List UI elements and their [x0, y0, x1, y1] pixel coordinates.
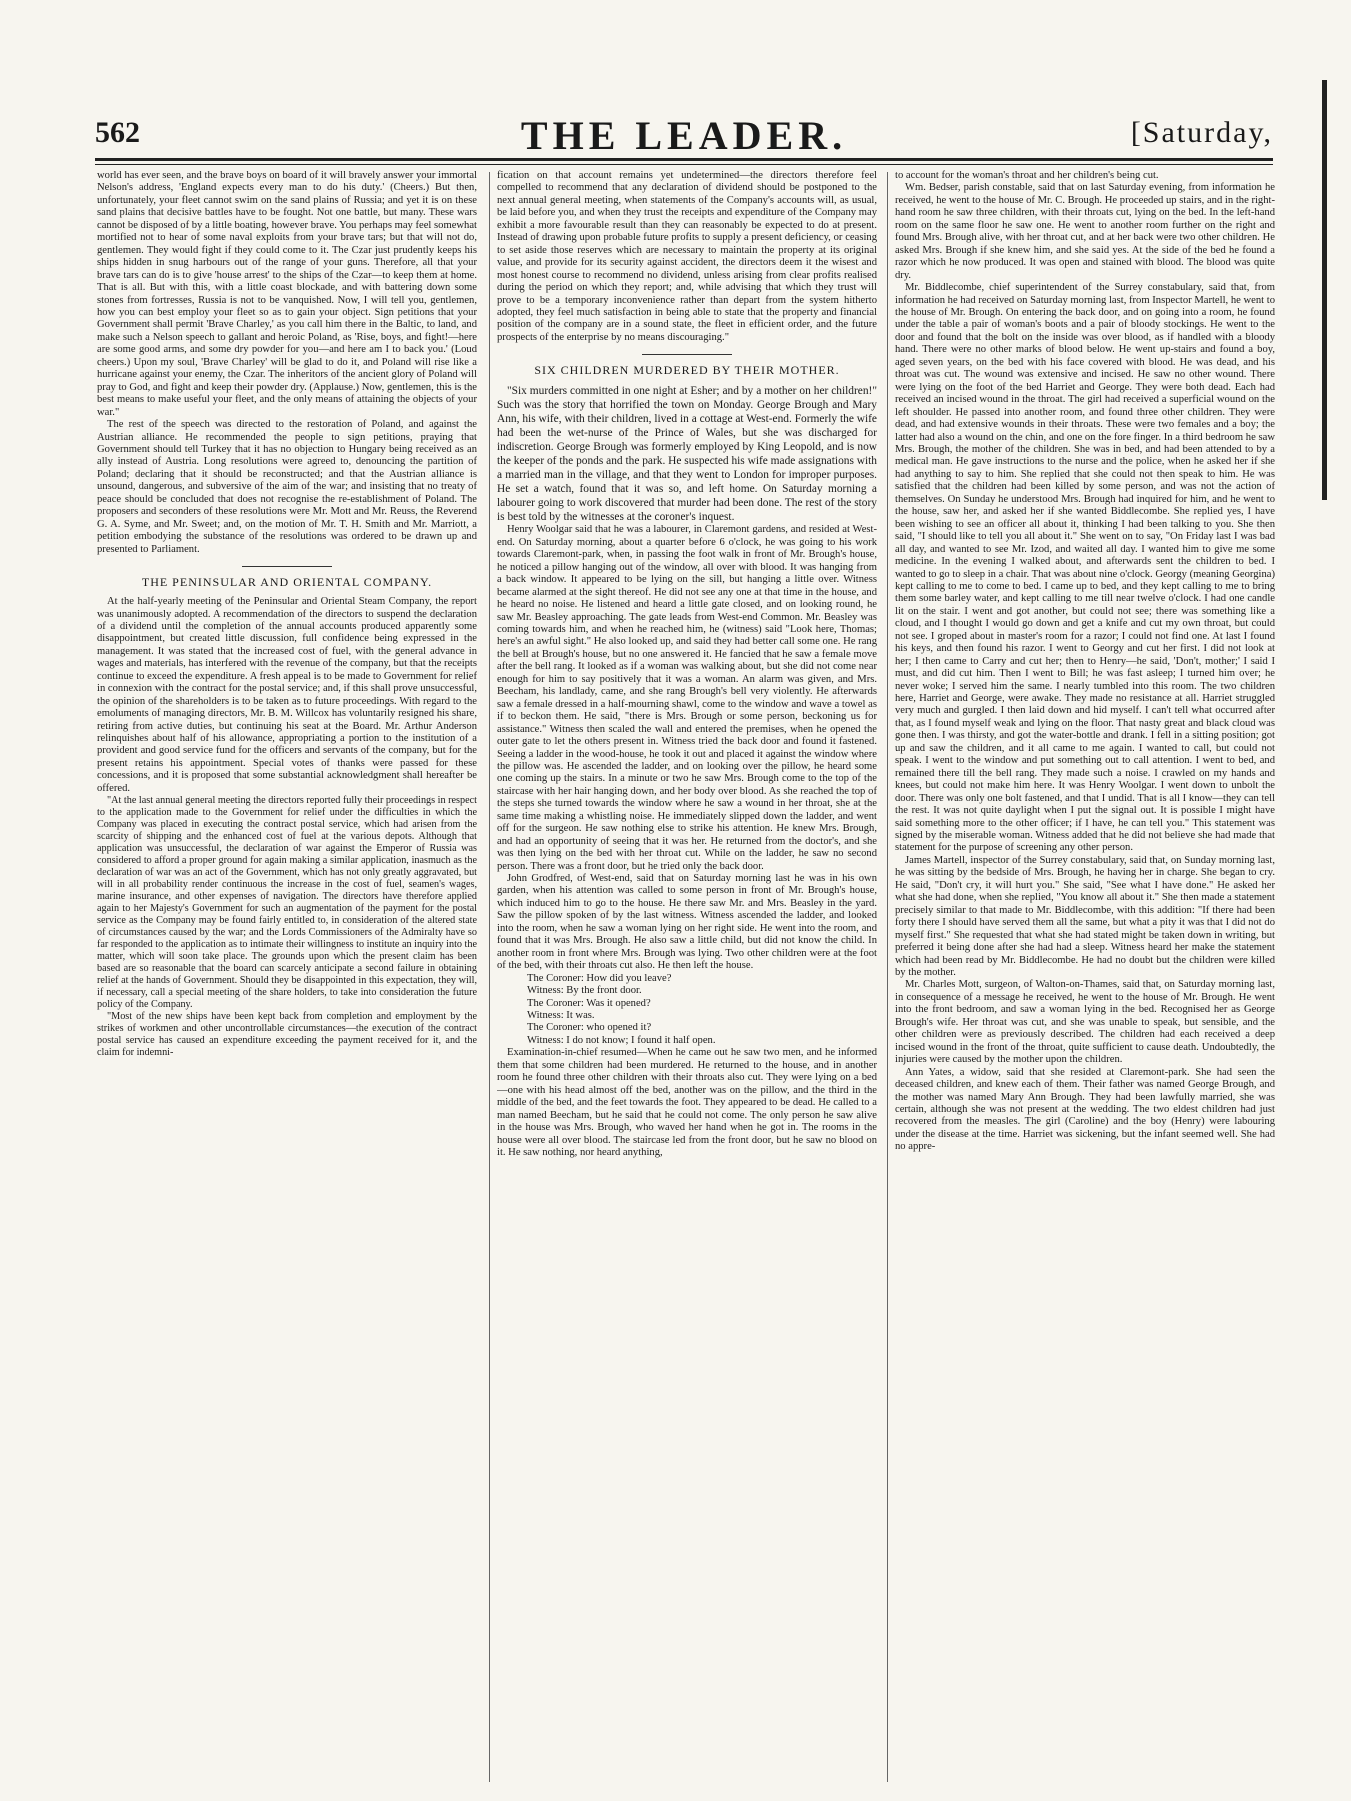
section-divider [242, 566, 332, 567]
qa-line: The Coroner: How did you leave? [527, 972, 672, 984]
header-rule-thick [95, 158, 1273, 161]
paragraph: Ann Yates, a widow, said that she resided at Claremont-park. She had seen the deceased children, and knew each of them. Their father was named George Brough, and the mother was named Mary Ann Brough. They had been lawfully married, she was certain, although she was not present at the wedding. The two eldest children had just recovered from the measles. The girl (Caroline) and the boy (Henry) were labouring under the disease at the time. Harriet was sickening, but the infant seemed well. She had no appre- [895, 1066, 1275, 1153]
paragraph: to account for the woman's throat and her children's being cut. [895, 170, 1159, 181]
paragraph: Examination-in-chief resumed—When he came out he saw two men, and he informed them that some children had been murdered. He returned to the house, and in another room he found three other children with their throats also cut. They were lying on a bed—one with his head almost off the bed, another was on the pillow, and the third in the middle of the bed, and the feet towards the foot. They appeared to be dead. He called to a man named Beecham, but he said that he could not come. The only person he saw alive in the house was Mrs. Brough, who waved her hand when he got in. The rooms in the house were all over blood. The staircase led from the front door, but he saw no blood on it. He saw nothing, nor heard anything, [497, 1047, 877, 1158]
column-rule [887, 172, 888, 1782]
section-divider [642, 354, 732, 355]
qa-line: Witness: By the front door. [527, 985, 642, 997]
paragraph: The rest of the speech was directed to the restoration of Poland, and against the Austrian alliance. He recommended the people to sign petitions, praying that Government should tell Turkey that it has no objection to Hungary being received as an ally instead of Austria. Long resolutions were agreed to, denouncing the partition of Poland; declaring that it should be reconstructed; and that the Austrian alliance is unsound, dangerous, and subversive of the aim of the war; and insisting that no treaty of peace should be concluded that does not recognise the re-establishment of Poland. The proposers and seconders of these resolutions were Mr. Mott and Mr. Reuss, the Reverend G. A. Syme, and Mr. Sweet; and, on the motion of Mr. T. H. Smith and Mr. Marriott, a petition embodying the substance of the resolutions was ordered to be drawn up and presented to Parliament. [97, 419, 477, 555]
page-number: 562 [95, 116, 140, 149]
paragraph: Mr. Biddlecombe, chief superintendent of the Surrey constabulary, said that, from information he had received on Saturday morning last, from Inspector Martell, he went to the house of Mr. Brough. On entering the back door, and on going into a room, he found under the table a pair of woman's boots and a pair of bloody stockings. He went to the door and found that the bolt on the inside was over blood, as if handled with a bloody hand. There were no other marks of blood below. He went up-stairs and found a boy, aged seven years, on the bed with his face covered with blood. He was dead, and his throat was cut. The wound was extensive and incised. He saw no other wound. There were lying on the foot of the bed Harriet and George. They were both dead. Each had received an incised wound in the throat. The girl had received a superficial wound on the left shoulder. He passed into another room, and found three other children. They were dead, and had extensive wounds in their throats. These were two females and a boy; the latter had also a wound on the chin, and one on the fore finger. In a third bedroom he saw Mrs. Brough, the mother of the children. She was in bed, and had been attended to by a medical man. He gave instructions to the nurse and the police, when he asked her if she had anything to say to him. She replied that she could not then speak to him. He was satisfied that the children had been killed by some person, and was not the action of themselves. On Sunday he understood Mrs. Brough had inquired for him, and he went to the house, saw her, and asked her if she wanted Biddlecombe. She replied yes, I have been wishing to see an officer all about it, thinking I had been talking to you. She then said, "I should like to tell you all about it." She went on to say, "On Friday last I was bad all day, and wanted to see Mr. Izod, and waited all day. I wanted him to give me some medicine. In the evening I walked about, and afterwards sent the children to bed. I wanted to go to sleep in a chair. That was about nine o'clock. Georgy (meaning Georgina) kept calling to me to come to bed. I came up to bed, and they kept calling to me to bring them some barley water, and kept calling to me till near twelve o'clock. I had one candle lit on the stair. I went and got another, but could not see; there was something like a cloud, and I thought I would go down and get a knife and cut my own throat, but could not see. I groped about in master's room for a razor; I could not find one. At last I found his keys, and then found his razor. I went to Georgy and cut her first. I did not look at her; I then came to Carry and cut her; then to Henry—he said, 'Don't, mother;' I said I must, and did cut him. Then I went to Bill; he was fast asleep; I turned him over; he never woke; I served him the same. I nearly tumbled into this room. The two children here, Harriet and George, were awake. They made no resistance at all. Harriet struggled very much and gurgled. I then laid down and hid myself. I can't tell what occurred after that, as I found myself weak and lying on the floor. That nasty great and black cloud was gone then. I was thirsty, and got the water-bottle and drank. I fell in a sitting position; got up and saw the children, and it all came to me again. I wanted to call, but could not speak. I went to the window and put something out to call attention. I went to bed, and remained there till the bell rang. They made such a noise. I crawled on my hands and knees, but could not make him here. It was Henry Woolgar. I went down to unbolt the door. There was only one bolt fastened, and that I undid. That is all I know—they can tell the rest. It was not quite daylight when I put the signal out. It is possible I might have said something more to the other officer; if I have, he can tell you." This statement was signed by the miserable woman. Witness added that he did not believe she had made that statement for the purpose of screening any other person. [895, 282, 1275, 854]
article-heading: SIX CHILDREN MURDERED BY THEIR MOTHER. [534, 363, 840, 378]
paragraph: James Martell, inspector of the Surrey constabulary, said that, on Sunday morning last, he was sitting by the bedside of Mrs. Brough, he having her in charge. She began to cry. He said, "Don't cry, it will hurt you." She said, "See what I have done." He asked her what she had done, when she replied, "You know all about it." She then made a statement precisely similar to that made to Mr. Biddlecombe, with this addition: "If there had been forty there I should have served them all the same, but what a pity it was that I did not do myself first." She requested that what she had stated might be taken down in writing, but preferred it being done after she had had a sleep. Witness heard her make the statement which had been read by Mr. Biddlecombe. He had no doubt but the children were killed by the mother. [895, 854, 1275, 978]
column-rule [489, 172, 490, 1782]
qa-line: The Coroner: Was it opened? [527, 997, 651, 1009]
qa-line: The Coroner: who opened it? [527, 1022, 652, 1034]
paragraph: world has ever seen, and the brave boys on board of it will bravely answer your immortal Nelson's address, 'England expects every man to do his duty.' (Cheers.) But then, unfortunately, your fleet cannot swim on the sand plains of Russia; and yet it is on these sand plains that decisive battles have to be fought. Not one battle, but many. These wars cannot be disposed of by a little boating, however brave. You perhaps may feel somewhat mortified not to hear of some naval exploits from your brave tars; but that will not do, gentlemen. They would fight if they could come to it. The Czar just prudently keeps his ships hidden in snug harbours out of the range of your guns. Therefore, all that your brave tars can do is to give 'house arrest' to the ships of the Czar—to keep them at home. That is all. But with this, with a little coast blockade, and with battering down some stones from fortresses, Russia is not to be vanquished. Now, I will tell you, gentlemen, how you can best employ your fleet so as to gain your object. Sign petitions that your Government shall permit 'Brave Charley,' as you call him there in the Baltic, to land, and make such a Nelson speech to gallant and heroic Poland, as 'Rise, boys, and fight!—here are some good arms, and some dry powder for you—and here am I to back you.' (Loud cheers.) Upon my soul, 'Brave Charley' will be glad to do it, and Poland will rise like a hurricane against your enemy, the Czar. The inheritors of the ancient glory of Poland will pray to God, and fight and keep their powder dry. (Applause.) Now, gentlemen, this is the best means to make useful your fleet, and the only means of attaining the objects of your war." [97, 170, 477, 418]
newspaper-title: THE LEADER. [520, 113, 848, 158]
article-heading: THE PENINSULAR AND ORIENTAL COMPANY. [141, 575, 433, 590]
paragraph: fication on that account remains yet undetermined—the directors therefore feel compelled to recommend that any declaration of dividend should be postponed to the next annual general meeting, when statements of the Company's accounts will, as usual, be laid before you, and when they trust the receipts and expenditure of the Company may exhibit a more favourable result than they can reasonably be expected to do at present. Instead of drawing upon probable future profits to supply a present deficiency, or ceasing to set aside those reserves which are necessary to maintain the property at its original value, and provide for its security against accident, the directors deem it the wisest and most honest course to recommend no dividend, unless arising from clear profits realised during the period on which they report; and, while advising that which they trust will prove to be a temporary inconvenience rather than depart from the system hitherto adopted, they feel much satisfaction in being able to state that the property and financial position of the company are in a sound state, the fleet in efficient order, and the future prospects of the enterprise by no means discouraging." [497, 170, 877, 343]
paragraph: "Most of the new ships have been kept back from completion and employment by the strikes of workmen and other uncontrollable circumstances—the execution of the contract postal service has caused an expenditure exceeding the payment received for it, and the claim for indemni- [97, 1011, 477, 1059]
issue-day: [Saturday, [1130, 116, 1273, 149]
paragraph: Henry Woolgar said that he was a labourer, in Claremont gardens, and resided at West-end. On Saturday morning, about a quarter before 6 o'clock, he was going to his work towards Claremont-park, when, in passing the foot walk in front of Mr. Brough's house, he noticed a pillow hanging out of the window, all over with blood. It was hanging from a back window. It appeared to be lying on the sill, but hanging a little over. Witness became alarmed at the sight thereof. He did not see any one at that time in the house, and he heard no noise. He listened and heard a little gate closed, and on looking round, he saw Mr. Beasley approaching. The gate leads from West-end Common. Mr. Beasley was coming towards him, and when he reached him, he (witness) said "Look here, Thomas; here's an awful sight." He also looked up, and said they had better call some one. He rang the bell at Brough's house, but no one answered it. He fancied that he saw a female move after the bell rang. It looked as if a woman was walking about, but she did not come near enough for him to say positively that it was a woman. An alarm was given, and Mrs. Beecham, his landlady, came, and she rang Brough's bell very violently. He afterwards saw a female dressed in a half-mourning shawl, come to the window and wave a towel as if to beckon them. He said, "there is Mrs. Brough or some person, beckoning us for assistance." Witness then scaled the wall and entered the premises, when he opened the outer gate to let the others present in. Witness tried the back door and found it fastened. Seeing a ladder in the wood-house, he took it out and placed it against the window where the pillow was. He ascended the ladder, and on looking over the pillow, he heard some one coming up the stairs. In a minute or two he saw Mrs. Brough come to the top of the staircase with her hair hanging down, and her body over blood. As she reached the top of the steps she turned towards the window where he saw a wound in her throat, she at the same time making a whistling noise. He immediately slipped down the ladder, and went off for the surgeon. He saw nothing else to strike his attention. He knew Mrs. Brough, and had an opportunity of seeing that it was her. He returned from the doctor's, and she was then lying on the bed with her throat cut. While on the ladder, he saw no second person. There was a front door, but he tried only the back door. [497, 524, 877, 872]
column-1 [97, 170, 477, 1785]
lead-paragraph: "Six murders committed in one night at Esher; and by a mother on her children!" Such was the story that horrified the town on Monday. George Brough and Mary Ann, his wife, with their children, lived in a cottage at West-end. Formerly the wife had been the wet-nurse of the Prince of Wales, but she was discharged for indiscretion. George Brough was formerly employed by King Leopold, and is now the keeper of the ponds and the park. He suspected his wife made assignations with a married man in the village, and that they went to London for improper purposes. He set a watch, found that it was so, and left home. On Saturday morning a labourer going to work discovered that murder had been done. The rest of the story is best told by the witnesses at the coroner's inquest. [497, 385, 877, 524]
margin-bar [1322, 80, 1327, 500]
paragraph: Wm. Bedser, parish constable, said that on last Saturday evening, from information he received, he went to the house of Mr. C. Brough. He proceeded up stairs, and in the right-hand room he saw three children, with their throats cut, lying on the bed. In the left-hand room on the same floor he saw one. He went to another room further on the right and found Mrs. Brough alive, with her throat cut, and at her back were two other children. He asked Mrs. Brough if she knew him, and she said yes. At the side of the bed he found a razor which he now produced. It was open and stained with blood. The blood was quite dry. [895, 182, 1275, 281]
paragraph: At the half-yearly meeting of the Peninsular and Oriental Steam Company, the report was unanimously adopted. A recommendation of the directors to suspend the declaration of a dividend until the completion of the annual accounts produced apparently some disappointment, but created little discussion, full confidence being expressed in the management. It was stated that the increased cost of fuel, with the general advance in wages and materials, has interfered with the revenue of the company, but that the receipts continue to exceed the expenditure. A fresh appeal is to be made to Government for relief in connexion with the contract for the postal service; and, if this shall prove unsuccessful, the opinion of the shareholders is to be taken as to future proceedings. With regard to the emoluments of managing directors, Mr. B. M. Willcox has voluntarily resigned his share, retiring from active duties, but continuing his seat at the Board. Mr. Arthur Anderson relinquishes about half of his allowance, appropriating a portion to the institution of a provident and good service fund for the officers and servants of the company, but for the present retains his appointment. Special votes of thanks were passed for these concessions, and it is proposed that some substantial acknowledgment shall hereafter be offered. [97, 596, 477, 794]
qa-line: Witness: It was. [527, 1010, 595, 1022]
qa-line: Witness: I do not know; I found it half open. [527, 1034, 716, 1046]
paragraph: Mr. Charles Mott, surgeon, of Walton-on-Thames, said that, on Saturday morning last, in consequence of a message he received, he went to the house of Mr. Brough. He went into the front bedroom, and saw a woman lying in the bed. Recognised her as George Brough's wife. Her throat was cut, and she was unable to speak, but sensible, and the other children were as previously described. The children had each received a deep incised wound in the front of the throat, quite sufficient to cause death. Undoubtedly, the injuries were caused by the mother upon the children. [895, 979, 1275, 1066]
paragraph: John Grodfred, of West-end, said that on Saturday morning last he was in his own garden, when his attention was called to some person in front of Mr. Brough's house, which induced him to go to the house. He there saw Mr. and Mrs. Beasley in the yard. Saw the pillow spoken of by the last witness. Witness ascended the ladder, and looked into the room, when he saw a woman lying on her right side. He went into the room, and found that it was Mrs. Brough. He also saw a little child, but did not know the child. In another room in front where Mrs. Brough was lying. Two other children were at the foot of the bed, with their throats cut also. He then left the house. [497, 873, 877, 972]
masthead [95, 108, 1273, 160]
column-2 [497, 170, 877, 1785]
header-rule-thin [95, 164, 1273, 165]
column-3 [895, 170, 1275, 1785]
paragraph: "At the last annual general meeting the directors reported fully their proceedings in respect to the application made to the Government for relief under the difficulties in which the Company was placed in executing the contract postal service, which had arisen from the scarcity of shipping and the enhanced cost of fuel at the various depots. Although that application was unsuccessful, the declaration of war against the Emperor of Russia was considered to afford a proper ground for again making a similar application, inasmuch as the declaration of war was an act of the Government, which has not only greatly aggravated, but will in all probability render continuous the increase in the cost of fuel, seamen's wages, marine insurance, and other expenses of navigation. The directors have therefore applied again to her Majesty's Government for such an augmentation of the payment for the postal service as the Company may be found fairly entitled to, in consideration of the altered state of circumstances caused by the war; and the Lords Commissioners of the Admiralty have so far responded to the application as to intimate their willingness to institute an inquiry into the matter, which will soon take place. The grounds upon which the present claim has been based are so reasonable that the board can scarcely anticipate a second failure in obtaining relief at the hands of Government. Should they be disappointed in this expectation, they will, if necessary, call a special meeting of the share holders, to take into consideration the future policy of the Company. [97, 795, 477, 1011]
